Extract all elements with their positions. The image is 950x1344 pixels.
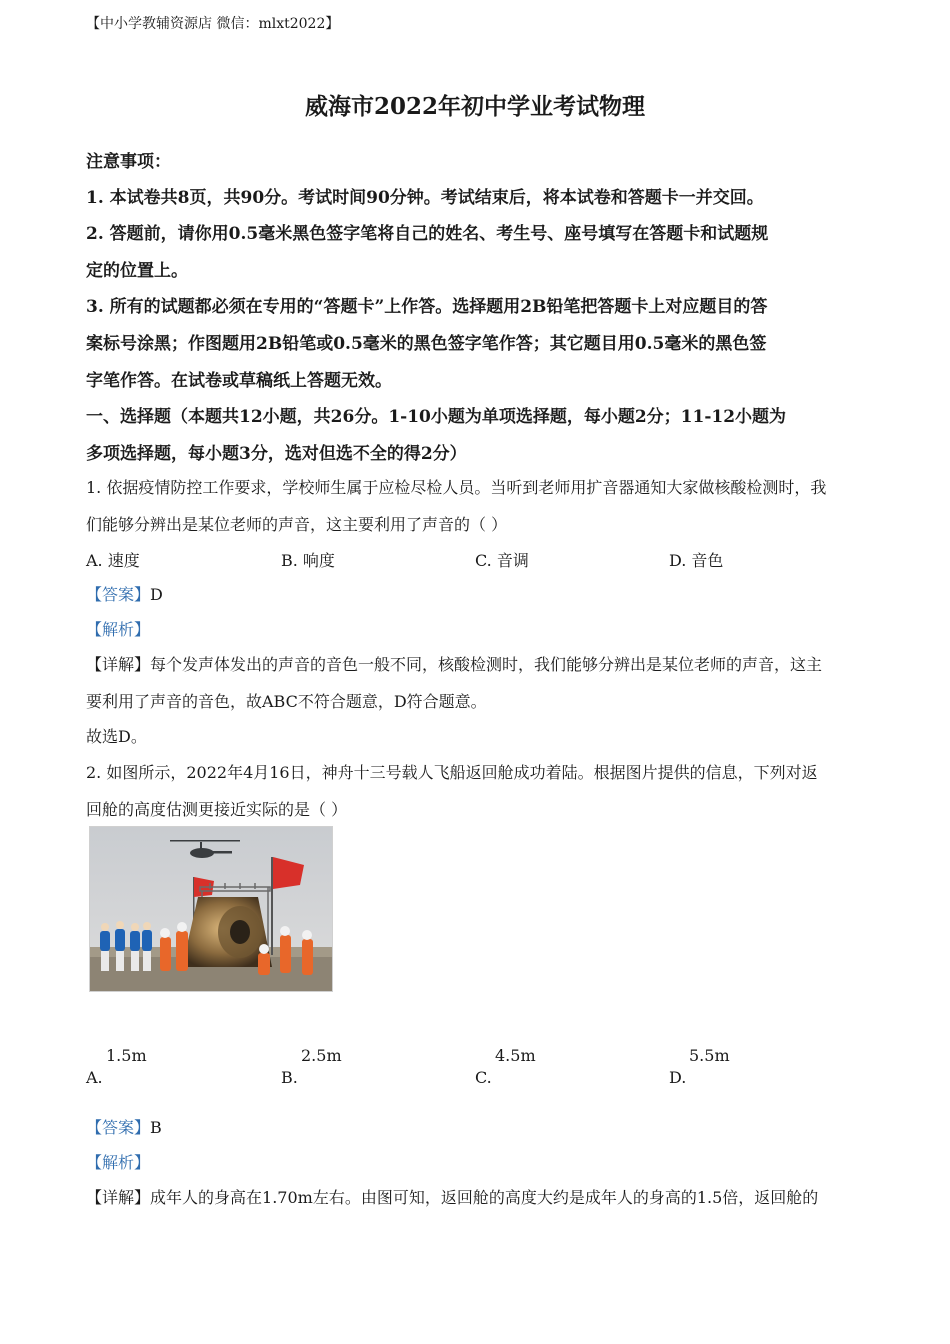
- detail-tag: 【详解】: [86, 655, 151, 674]
- q1-conclusion: 故选D。: [86, 727, 147, 746]
- notice-line-5: 案标号涂黑；作图题用2B铅笔或0.5毫米的黑色签字笔作答；其它题目用0.5毫米的黑色签: [86, 334, 767, 354]
- q1-detail-line-2: 要利用了声音的音色，故ABC不符合题意，D符合题意。: [86, 692, 487, 711]
- q2-option-b: [281, 1046, 342, 1087]
- answer-tag: 【答案】: [86, 585, 151, 604]
- notice-line-2: 2. 答题前，请你用0.5毫米黑色签字笔将自己的姓名、考生号、座号填写在答题卡和试题规: [86, 224, 769, 244]
- q2-option-c-letter: C.: [475, 1068, 492, 1087]
- q2-stem-line-2: 回舱的高度估测更接近实际的是（ ）: [86, 800, 348, 819]
- q2-detail-line-1: [86, 1185, 876, 1208]
- q1-option-b: B. 响度: [281, 551, 335, 570]
- notice-heading: 注意事项：: [86, 152, 171, 172]
- q2-option-a-letter: A.: [86, 1068, 103, 1087]
- notice-line-1: 1. 本试卷共8页，共90分。考试时间90分钟。考试结束后，将本试卷和答题卡一并交回。: [86, 188, 764, 208]
- q2-analysis-tag: 【解析】: [86, 1153, 151, 1172]
- q1-answer: [86, 582, 876, 605]
- page-title: 威海市2022年初中学业考试物理: [304, 93, 645, 120]
- detail-text: 成年人的身高在1.70m左右。由图可知，返回舱的高度大约是成年人的身高的1.5倍，返回舱的: [150, 1188, 819, 1207]
- q2-option-c-value: 4.5m: [495, 1046, 536, 1065]
- q2-stem-line-1: 2. 如图所示，2022年4月16日，神舟十三号载人飞船返回舱成功着陆。根据图片提供的信息，下列对返: [86, 763, 818, 782]
- section-heading-line-2: 多项选择题，每小题3分，选对但选不全的得2分）: [86, 444, 467, 464]
- notice-line-6: 字笔作答。在试卷或草稿纸上答题无效。: [86, 371, 392, 391]
- q2-option-d-value: 5.5m: [689, 1046, 730, 1065]
- notice-line-3: 定的位置上。: [86, 261, 188, 281]
- q1-option-a: A. 速度: [86, 551, 140, 570]
- answer-value: B: [150, 1118, 162, 1137]
- q2-option-d: [669, 1046, 730, 1087]
- header-note: 【中小学教辅资源店 微信：mlxt2022】: [86, 16, 340, 32]
- q2-option-b-value: 2.5m: [301, 1046, 342, 1065]
- q1-stem-line-2: 们能够分辨出是某位老师的声音，这主要利用了声音的（ ）: [86, 515, 508, 534]
- q2-answer: [86, 1115, 876, 1138]
- q1-detail-line-1: [86, 652, 876, 675]
- answer-tag: 【答案】: [86, 1118, 151, 1137]
- detail-tag: 【详解】: [86, 1188, 151, 1207]
- q1-option-d: D. 音色: [669, 551, 724, 570]
- detail-text: 每个发声体发出的声音的音色一般不同，核酸检测时，我们能够分辨出是某位老师的声音，这主: [150, 655, 823, 674]
- q2-option-a-value: 1.5m: [106, 1046, 147, 1065]
- capsule-landing-photo: [89, 826, 333, 992]
- q2-option-c: [475, 1046, 536, 1087]
- answer-value: D: [150, 585, 163, 604]
- q2-option-d-letter: D.: [669, 1068, 687, 1087]
- q1-analysis-tag: 【解析】: [86, 620, 151, 639]
- section-heading-line-1: 一、选择题（本题共12小题，共26分。1-10小题为单项选择题，每小题2分；11-12小题为: [86, 407, 787, 427]
- q2-option-a: [86, 1046, 147, 1087]
- notice-line-4: 3. 所有的试题都必须在专用的“答题卡”上作答。选择题用2B铅笔把答题卡上对应题目的答: [86, 297, 768, 317]
- q1-option-c: C. 音调: [475, 551, 529, 570]
- q1-stem-line-1: 1. 依据疫情防控工作要求，学校师生属于应检尽检人员。当听到老师用扩音器通知大家做核酸检测时，我: [86, 478, 827, 497]
- q2-option-b-letter: B.: [281, 1068, 298, 1087]
